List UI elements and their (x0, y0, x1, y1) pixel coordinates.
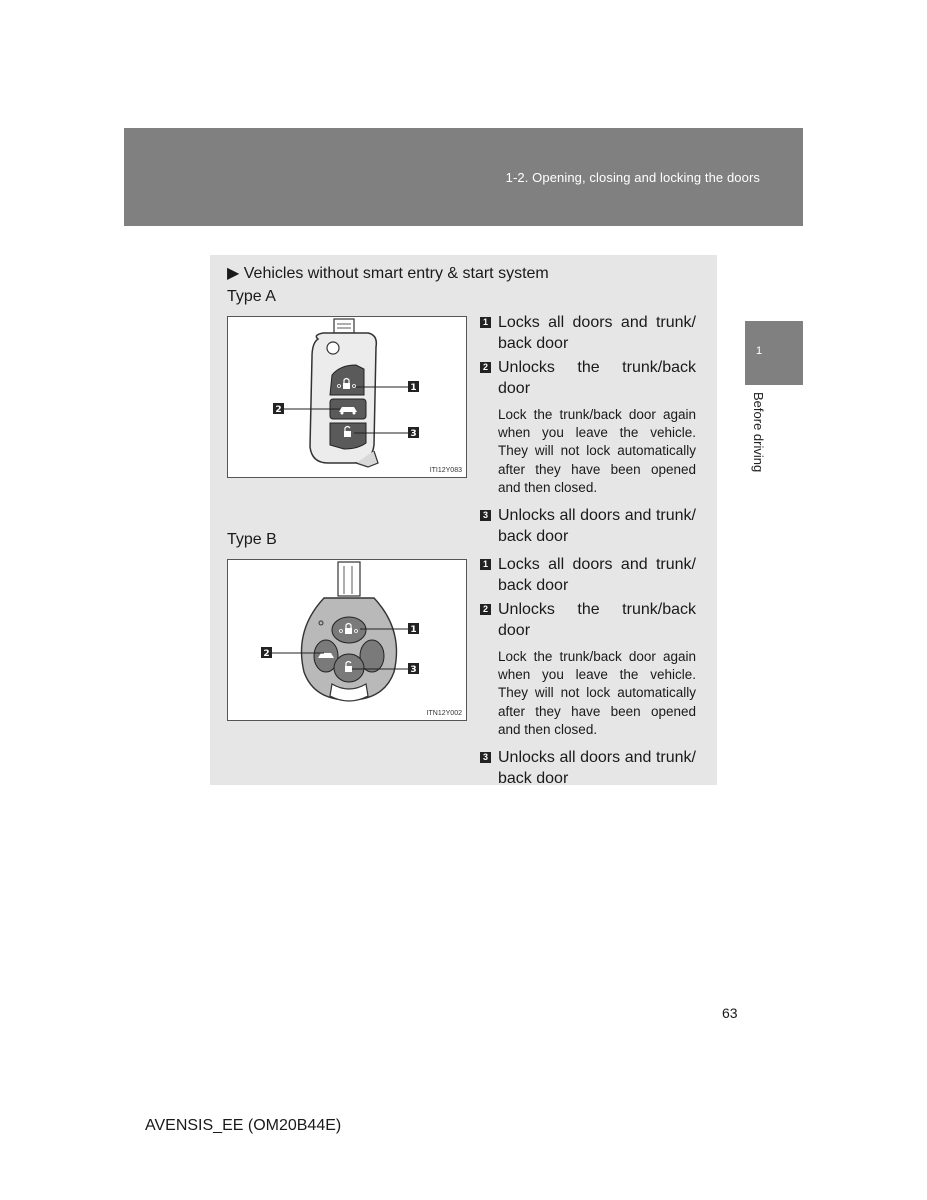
item-number-badge: 3 (480, 510, 491, 521)
item-text: Locks all doors and trunk/ back door (498, 314, 696, 352)
svg-text:3: 3 (410, 665, 417, 675)
section-title: 1-2. Opening, closing and locking the doors (505, 170, 760, 185)
list-item (480, 505, 696, 547)
header-band (124, 128, 803, 226)
svg-text:3: 3 (410, 429, 417, 439)
svg-text:1: 1 (410, 625, 417, 635)
item-number-badge: 3 (480, 752, 491, 763)
item-text: Unlocks the trunk/back door (498, 359, 696, 397)
list-item (480, 312, 696, 354)
item-number-badge: 2 (480, 362, 491, 373)
chapter-label: Before driving (751, 392, 766, 473)
type-b-descriptions (480, 554, 696, 789)
item-number-badge: 1 (480, 317, 491, 328)
section-heading: ▶ Vehicles without smart entry & start system (227, 265, 549, 282)
svg-text:2: 2 (275, 405, 282, 415)
item-text: Unlocks the trunk/back door (498, 601, 696, 639)
type-b-figure (227, 559, 467, 721)
svg-text:1: 1 (410, 383, 417, 393)
item-text: Unlocks all doors and trunk/ back door (498, 749, 696, 788)
list-item (480, 554, 696, 596)
item-number-badge: 2 (480, 604, 491, 615)
figure-code: ITN12Y002 (426, 710, 462, 717)
list-item (480, 357, 696, 399)
list-item (480, 747, 696, 789)
chapter-number: 1 (756, 345, 763, 357)
type-a-label: Type A (227, 288, 276, 305)
type-a-descriptions (480, 312, 696, 547)
item-note: Lock the trunk/back door again when you leave the vehicle. They will not lock automatically after they have been opened and then closed. (498, 649, 696, 737)
svg-text:2: 2 (263, 649, 270, 659)
item-note: Lock the trunk/back door again when you leave the vehicle. They will not lock automatically after they have been opened and then closed. (498, 407, 696, 495)
chapter-tab (745, 321, 803, 385)
remote-key-illustration (228, 560, 468, 722)
figure-code: ITI12Y083 (429, 467, 462, 474)
item-text: Unlocks all doors and trunk/ back door (498, 507, 696, 546)
type-b-label: Type B (227, 531, 277, 548)
footer-model-code: AVENSIS_EE (OM20B44E) (145, 1117, 342, 1134)
item-text: Locks all doors and trunk/ back door (498, 556, 696, 594)
list-item (480, 599, 696, 641)
page-number: 63 (722, 1005, 738, 1021)
flip-key-illustration (228, 317, 468, 479)
type-a-figure (227, 316, 467, 478)
item-number-badge: 1 (480, 559, 491, 570)
